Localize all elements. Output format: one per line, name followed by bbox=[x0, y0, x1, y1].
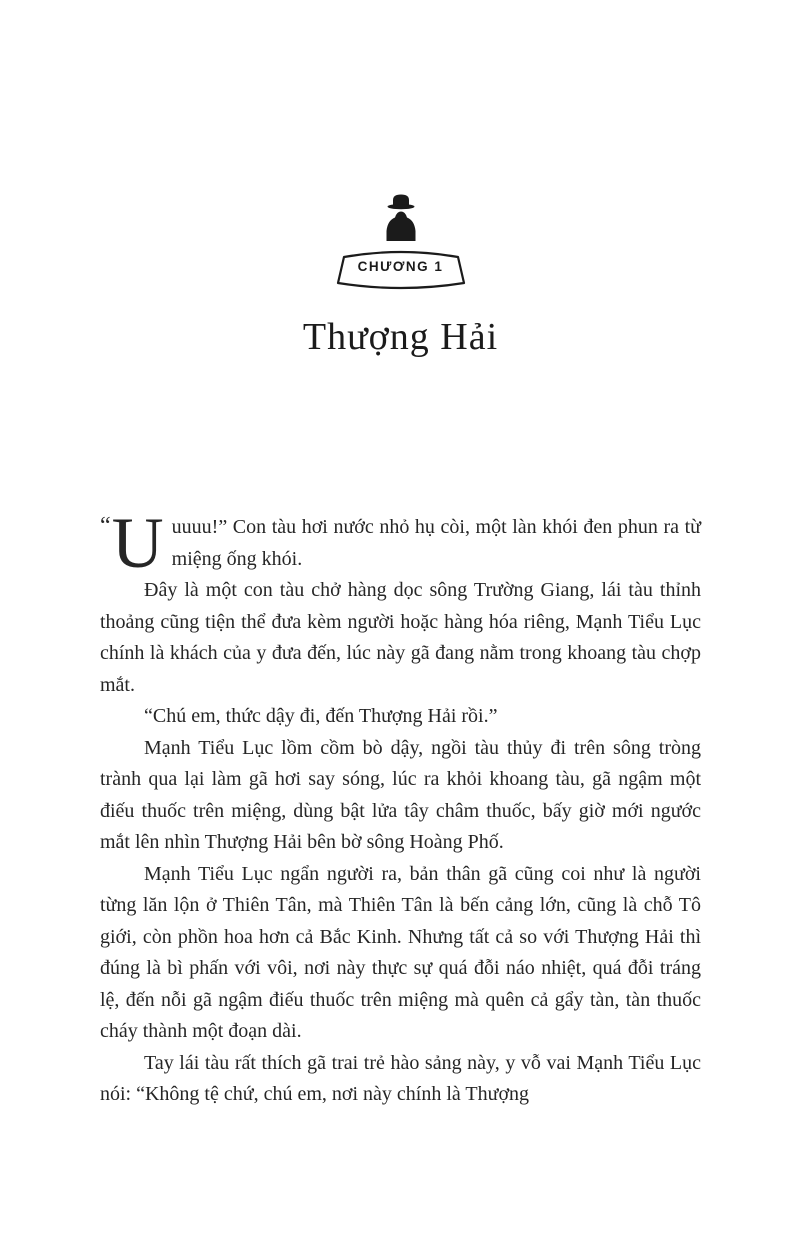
opening-quote: “ bbox=[100, 513, 111, 539]
chapter-ornament bbox=[0, 192, 801, 359]
paragraph-first bbox=[100, 503, 701, 583]
chapter-title: Thượng Hải bbox=[302, 316, 499, 358]
paragraph: Mạnh Tiểu Lục ngẩn người ra, bản thân gã cũng coi như là người từng lăn lộn ở Thiên Tân, mà Thiên Tân là bến cảng lớn, cũng là chỗ Tô giới, còn phồn hoa hơn cả Bắc Kinh. Nhưng tất cả so với Thượng Hải thì đúng là bì phấn với vôi, nơi này thực sự quá đỗi náo nhiệt, quá đỗi tráng lệ, đến nỗi gã ngậm điếu thuốc trên miệng mà quên cả gẩy tàn, tàn thuốc cháy thành một đoạn dài. bbox=[100, 862, 701, 1042]
paragraph: Đây là một con tàu chở hàng dọc sông Trường Giang, lái tàu thỉnh thoảng cũng tiện thể đưa kèm người hoặc hàng hóa riêng, Mạnh Tiểu Lục chính là khách của y đưa đến, lúc này gã đang nằm trong khoang tàu chợp mắt. bbox=[100, 579, 701, 696]
paragraph: Tay lái tàu rất thích gã trai trẻ hào sảng này, y vỗ vai Mạnh Tiểu Lục nói: “Không tệ chứ, chú em, nơi này chính là Thượng bbox=[100, 1051, 701, 1105]
chapter-banner bbox=[333, 244, 469, 294]
chapter-body-text bbox=[100, 503, 701, 1111]
drop-cap: U bbox=[111, 503, 164, 583]
paragraph: “Chú em, thức dậy đi, đến Thượng Hải rồi.” bbox=[144, 705, 498, 727]
paragraph-text: uuuu!” Con tàu hơi nước nhỏ hụ còi, một làn khói đen phun ra từ miệng ống khói. bbox=[171, 516, 701, 570]
chapter-banner-label: CHƯƠNG 1 bbox=[357, 259, 444, 274]
person-in-fedora-silhouette-icon bbox=[0, 192, 801, 242]
paragraph: Mạnh Tiểu Lục lồm cồm bò dậy, ngồi tàu thủy đi trên sông tròng trành qua lại làm gã hơi say sóng, lúc ra khỏi khoang tàu, gã ngậm một điếu thuốc trên miệng, dùng bật lửa tây châm thuốc, bấy giờ mới ngước mắt lên nhìn Thượng Hải bên bờ sông Hoàng Phố. bbox=[100, 736, 701, 853]
